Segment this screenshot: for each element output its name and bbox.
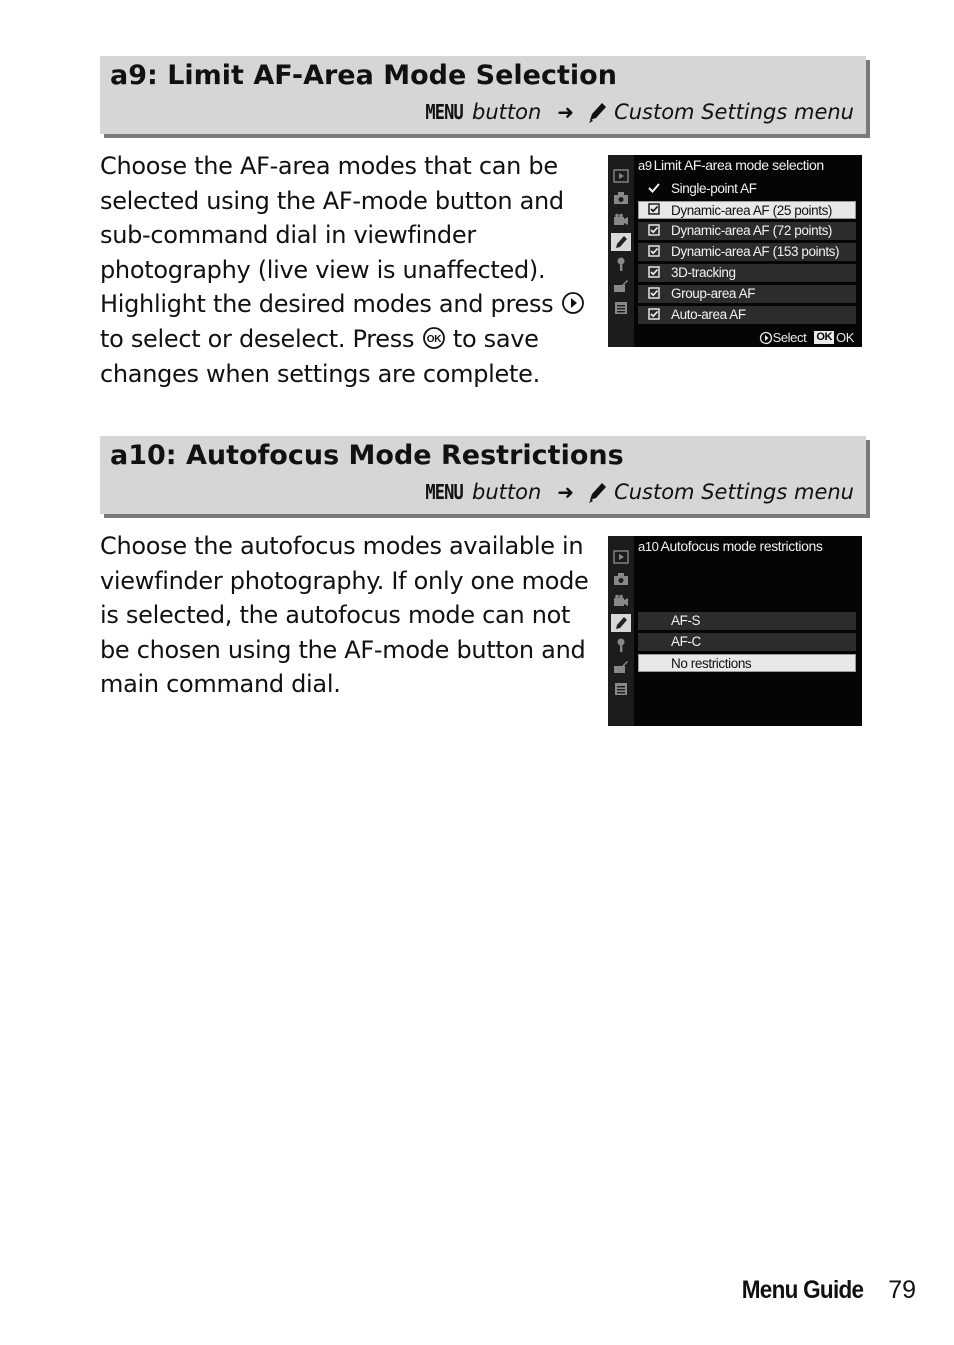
playback-menu-icon: [613, 169, 629, 183]
custom-settings-icon: [611, 614, 631, 632]
custom-settings-menu-name: Custom Settings menu: [614, 100, 854, 124]
menu-path: [422, 100, 854, 124]
setting-name: Autofocus mode restrictions: [660, 538, 823, 554]
setting-code: a10: [638, 539, 659, 554]
checkmark-icon: [648, 182, 660, 194]
multi-selector-icon: [759, 331, 773, 345]
multi-selector-center-icon: [561, 291, 585, 315]
page-number: 79: [888, 1276, 916, 1304]
setup-menu-icon: [613, 638, 629, 652]
camera-menu-icon: [613, 572, 629, 586]
menu-button-label: MENU: [425, 480, 463, 504]
menu-row-label: No restrictions: [671, 656, 752, 671]
arrow-right-icon: ➜: [557, 100, 575, 124]
checkbox-checked-icon: [648, 287, 660, 299]
retouch-menu-icon: [613, 279, 629, 293]
arrow-right-icon: ➜: [557, 480, 575, 504]
section-title: a9: Limit AF-Area Mode Selection: [110, 60, 617, 91]
screen-hint-bar: [759, 330, 854, 345]
a9-text-part2: to select or deselect. Press: [100, 324, 422, 353]
menu-row-label: Auto-area AF: [671, 307, 746, 322]
button-word: button: [472, 480, 542, 504]
ok-button-icon: [422, 326, 446, 350]
menu-row-label: Dynamic-area AF (72 points): [671, 223, 833, 238]
menu-row[interactable]: [638, 180, 856, 198]
ok-button-icon: OK: [816, 331, 833, 343]
pencil-icon: [586, 100, 608, 124]
menu-row-highlighted[interactable]: [638, 654, 856, 672]
custom-settings-menu-name: Custom Settings menu: [614, 480, 854, 504]
checkbox-checked-icon: [648, 245, 660, 257]
checkbox-checked-icon: [648, 308, 660, 320]
button-word: button: [472, 100, 542, 124]
menu-path: [422, 480, 854, 504]
playback-menu-icon: [613, 550, 629, 564]
page-footer: [735, 1276, 916, 1305]
my-menu-icon: [613, 301, 629, 315]
screen-title: [638, 157, 824, 173]
custom-settings-icon: [611, 233, 631, 251]
menu-row-label: 3D-tracking: [671, 265, 736, 280]
menu-row[interactable]: [638, 633, 856, 651]
checkbox-checked-icon: [648, 224, 660, 236]
setting-code: a9: [638, 158, 652, 173]
menu-row-label: Dynamic-area AF (153 points): [671, 244, 840, 259]
menu-row[interactable]: [638, 285, 856, 303]
pencil-icon: [586, 480, 608, 504]
setup-menu-icon: [613, 257, 629, 271]
footer-section-name: Menu Guide: [741, 1276, 864, 1304]
hint-select: Select: [772, 330, 807, 345]
menu-row[interactable]: [638, 264, 856, 282]
checkbox-checked-icon: [648, 203, 660, 215]
a9-text-part1: Choose the AF-area modes that can be selected using the AF-mode button and sub-command dial in viewfinder photography (live view is unaffected). Highlight the desired modes and press: [100, 152, 564, 319]
menu-row-label: Group-area AF: [671, 286, 756, 301]
section-header-a9: [100, 56, 866, 134]
camera-menu-icon: [613, 191, 629, 205]
a9-camera-screen: [608, 155, 862, 347]
menu-sidebar: [608, 536, 634, 726]
menu-sidebar: [608, 155, 634, 347]
svg-text:OK: OK: [426, 333, 441, 345]
a9-description: [100, 149, 590, 391]
menu-row[interactable]: [638, 222, 856, 240]
menu-row[interactable]: [638, 306, 856, 324]
menu-row[interactable]: [638, 243, 856, 261]
menu-row[interactable]: [638, 612, 856, 630]
section-header-a10: [100, 436, 866, 514]
a9-text-part3: to save changes when settings are complete.: [100, 324, 540, 388]
hint-ok: OK: [836, 330, 854, 345]
movie-menu-icon: [613, 213, 629, 227]
movie-menu-icon: [613, 594, 629, 608]
menu-row-label: Dynamic-area AF (25 points): [671, 203, 833, 218]
my-menu-icon: [613, 682, 629, 696]
setting-name: Limit AF-area mode selection: [653, 157, 824, 173]
menu-row-label: AF-S: [671, 613, 701, 628]
screen-title: [638, 538, 822, 554]
checkbox-checked-icon: [648, 266, 660, 278]
retouch-menu-icon: [613, 660, 629, 674]
section-title: a10: Autofocus Mode Restrictions: [110, 440, 624, 471]
menu-row-highlighted[interactable]: [638, 201, 856, 219]
a10-description: Choose the autofocus modes available in viewfinder photography. If only one mode is selected, the autofocus mode can not be chosen using the AF-mode button and main command dial.: [100, 532, 589, 699]
menu-row-label: Single-point AF: [671, 181, 757, 196]
a10-camera-screen: [608, 536, 862, 726]
menu-button-label: MENU: [425, 100, 463, 124]
menu-row-label: AF-C: [671, 634, 701, 649]
